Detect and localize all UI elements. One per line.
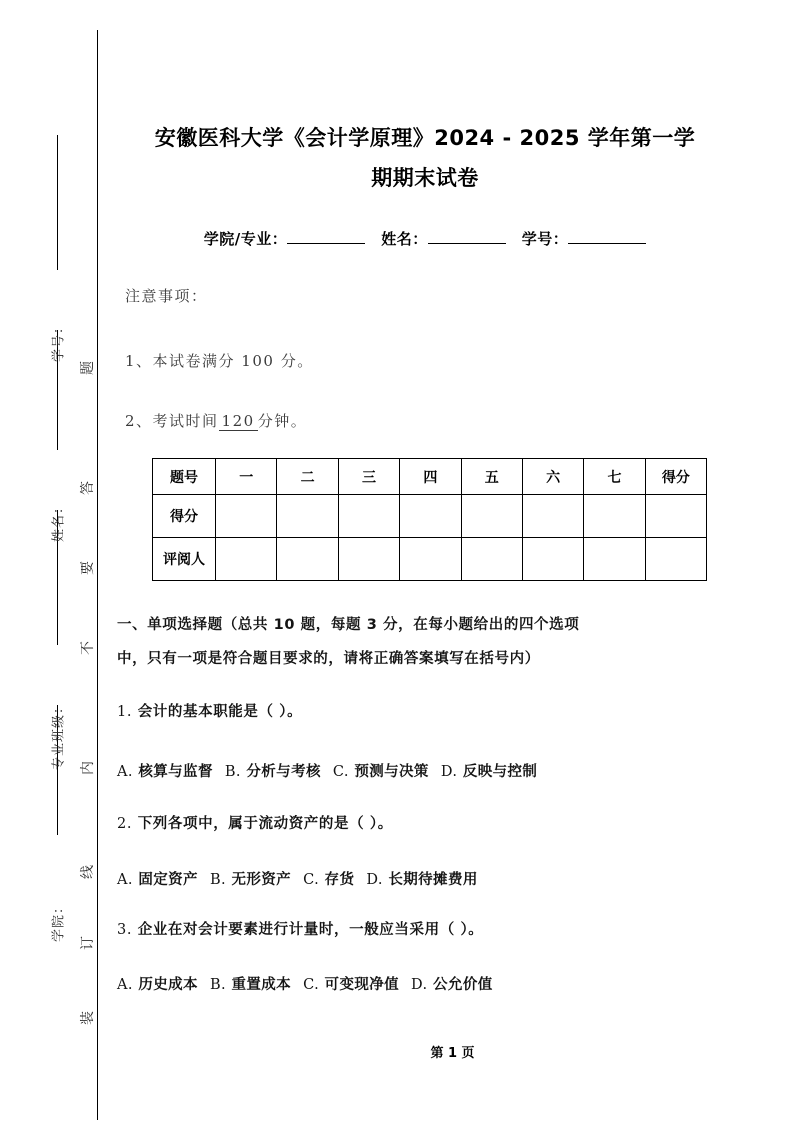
question-3-text: 企业在对会计要素进行计量时，一般应当采用（ ）。 bbox=[137, 922, 484, 938]
question-2-option-b-label: B. bbox=[209, 872, 227, 888]
question-2-option-d-label: D. bbox=[366, 872, 383, 888]
notes-item-1: 1、本试卷满分 100 分。 bbox=[125, 352, 314, 370]
score-table-header-4: 四 bbox=[400, 459, 461, 495]
name-label: 姓名： bbox=[381, 230, 428, 248]
college-major-label: 学院/专业： bbox=[203, 230, 288, 248]
notes-item-2 bbox=[125, 410, 307, 431]
question-2-option-c-text[interactable]: 存货 bbox=[324, 872, 355, 888]
score-table-header-1: 一 bbox=[216, 459, 277, 495]
section-one-heading bbox=[117, 608, 722, 676]
name-field[interactable] bbox=[428, 243, 506, 244]
question-1-option-b-text[interactable]: 分析与考核 bbox=[246, 764, 321, 780]
score-cell[interactable] bbox=[400, 495, 461, 538]
score-cell[interactable] bbox=[338, 495, 399, 538]
student-info-line bbox=[125, 228, 725, 249]
seal-char-8: 装 bbox=[80, 1011, 96, 1025]
section-one-heading-line-2: 中，只有一项是符合题目要求的，请将正确答案填写在括号内） bbox=[117, 651, 540, 667]
question-1-option-d-label: D. bbox=[440, 764, 458, 780]
question-2-option-d-text[interactable]: 长期待摊费用 bbox=[388, 872, 478, 888]
question-2-option-a-label: A. bbox=[117, 872, 133, 888]
student-id-field[interactable] bbox=[568, 243, 646, 244]
seal-char-3: 要 bbox=[80, 561, 96, 575]
question-3-option-c-label: C. bbox=[303, 977, 320, 993]
question-3-option-a-label: A. bbox=[117, 977, 133, 993]
notes-heading: 注意事项： bbox=[125, 287, 208, 305]
question-1-stem bbox=[117, 700, 727, 721]
grader-cell[interactable] bbox=[216, 538, 277, 581]
margin-label-class: 专业班级： bbox=[51, 700, 67, 771]
margin-label-college: 学院： bbox=[51, 900, 67, 943]
question-3-option-b-label: B. bbox=[209, 977, 227, 993]
seal-char-2: 答 bbox=[80, 481, 96, 495]
question-1-option-a-label: A. bbox=[117, 764, 133, 780]
score-cell[interactable] bbox=[645, 495, 706, 538]
seal-char-7: 订 bbox=[80, 936, 96, 950]
question-3-number: 3. bbox=[117, 922, 133, 938]
score-table-header-0: 题号 bbox=[153, 459, 216, 495]
seal-char-6: 线 bbox=[80, 865, 96, 879]
question-3-options bbox=[117, 973, 727, 994]
page-footer: 第 1 页 bbox=[430, 1046, 475, 1061]
margin-main-rule bbox=[97, 30, 98, 1120]
question-3-option-a-text[interactable]: 历史成本 bbox=[138, 977, 198, 993]
question-1-option-c-label: C. bbox=[332, 764, 349, 780]
exam-duration-value: 120 bbox=[219, 412, 258, 431]
section-one-heading-line-1: 一、单项选择题（总共 10 题，每题 3 分，在每小题给出的四个选项 bbox=[117, 617, 580, 633]
grader-cell[interactable] bbox=[400, 538, 461, 581]
margin-rule-segment-1 bbox=[57, 135, 58, 270]
score-cell[interactable] bbox=[216, 495, 277, 538]
score-table-header-7: 七 bbox=[584, 459, 645, 495]
grader-cell[interactable] bbox=[461, 538, 522, 581]
question-1-number: 1. bbox=[117, 704, 133, 720]
question-3-option-d-text[interactable]: 公允价值 bbox=[433, 977, 493, 993]
question-3-option-d-label: D. bbox=[411, 977, 428, 993]
score-table-header-3: 三 bbox=[338, 459, 399, 495]
margin-label-name: 姓名： bbox=[51, 500, 67, 543]
question-2-stem bbox=[117, 812, 727, 833]
question-2-text: 下列各项中，属于流动资产的是（ ）。 bbox=[137, 816, 393, 832]
seal-char-5: 内 bbox=[80, 761, 96, 775]
grader-cell[interactable] bbox=[338, 538, 399, 581]
score-table-header-5: 五 bbox=[461, 459, 522, 495]
grader-cell[interactable] bbox=[277, 538, 338, 581]
grader-cell[interactable] bbox=[645, 538, 706, 581]
grader-cell[interactable] bbox=[522, 538, 583, 581]
grader-cell[interactable] bbox=[584, 538, 645, 581]
score-table bbox=[152, 458, 707, 581]
question-1-option-b-label: B. bbox=[224, 764, 241, 780]
score-cell[interactable] bbox=[522, 495, 583, 538]
score-cell[interactable] bbox=[277, 495, 338, 538]
table-row bbox=[153, 538, 707, 581]
question-3-option-c-text[interactable]: 可变现净值 bbox=[324, 977, 400, 993]
college-major-field[interactable] bbox=[287, 243, 365, 244]
question-3-option-b-text[interactable]: 重置成本 bbox=[231, 977, 292, 993]
question-2-option-c-label: C. bbox=[303, 872, 320, 888]
score-table-header-row bbox=[153, 459, 707, 495]
score-cell[interactable] bbox=[584, 495, 645, 538]
left-binding-margin bbox=[0, 0, 112, 1122]
score-table-header-8: 得分 bbox=[645, 459, 706, 495]
margin-label-student-id: 学号： bbox=[51, 320, 67, 363]
question-2-option-a-text[interactable]: 固定资产 bbox=[138, 872, 198, 888]
score-table-header-2: 二 bbox=[277, 459, 338, 495]
question-1-text: 会计的基本职能是（ ）。 bbox=[137, 704, 303, 720]
seal-char-1: 题 bbox=[80, 361, 96, 375]
question-2-options bbox=[117, 868, 727, 889]
score-row-label-score: 得分 bbox=[153, 495, 216, 538]
question-1-option-c-text[interactable]: 预测与决策 bbox=[354, 764, 429, 780]
score-table-header-6: 六 bbox=[522, 459, 583, 495]
question-1-option-d-text[interactable]: 反映与控制 bbox=[462, 764, 538, 780]
question-2-option-b-text[interactable]: 无形资产 bbox=[231, 872, 292, 888]
student-id-label: 学号： bbox=[521, 230, 569, 248]
exam-page-body bbox=[112, 0, 793, 1122]
question-1-options bbox=[117, 760, 727, 781]
page-title-line-2: 期期末试卷 bbox=[371, 166, 479, 190]
question-2-number: 2. bbox=[117, 816, 133, 832]
page-title-line-1: 安徽医科大学《会计学原理》2024 - 2025 学年第一学 bbox=[154, 126, 696, 150]
notes-item-2-prefix: 2、考试时间 bbox=[125, 412, 219, 430]
score-cell[interactable] bbox=[461, 495, 522, 538]
notes-item-2-suffix: 分钟。 bbox=[257, 412, 308, 430]
question-1-option-a-text[interactable]: 核算与监督 bbox=[138, 764, 213, 780]
page-title bbox=[125, 118, 725, 198]
table-row bbox=[153, 495, 707, 538]
seal-char-4: 不 bbox=[80, 641, 96, 655]
question-3-stem bbox=[117, 918, 727, 939]
score-row-label-grader: 评阅人 bbox=[153, 538, 216, 581]
